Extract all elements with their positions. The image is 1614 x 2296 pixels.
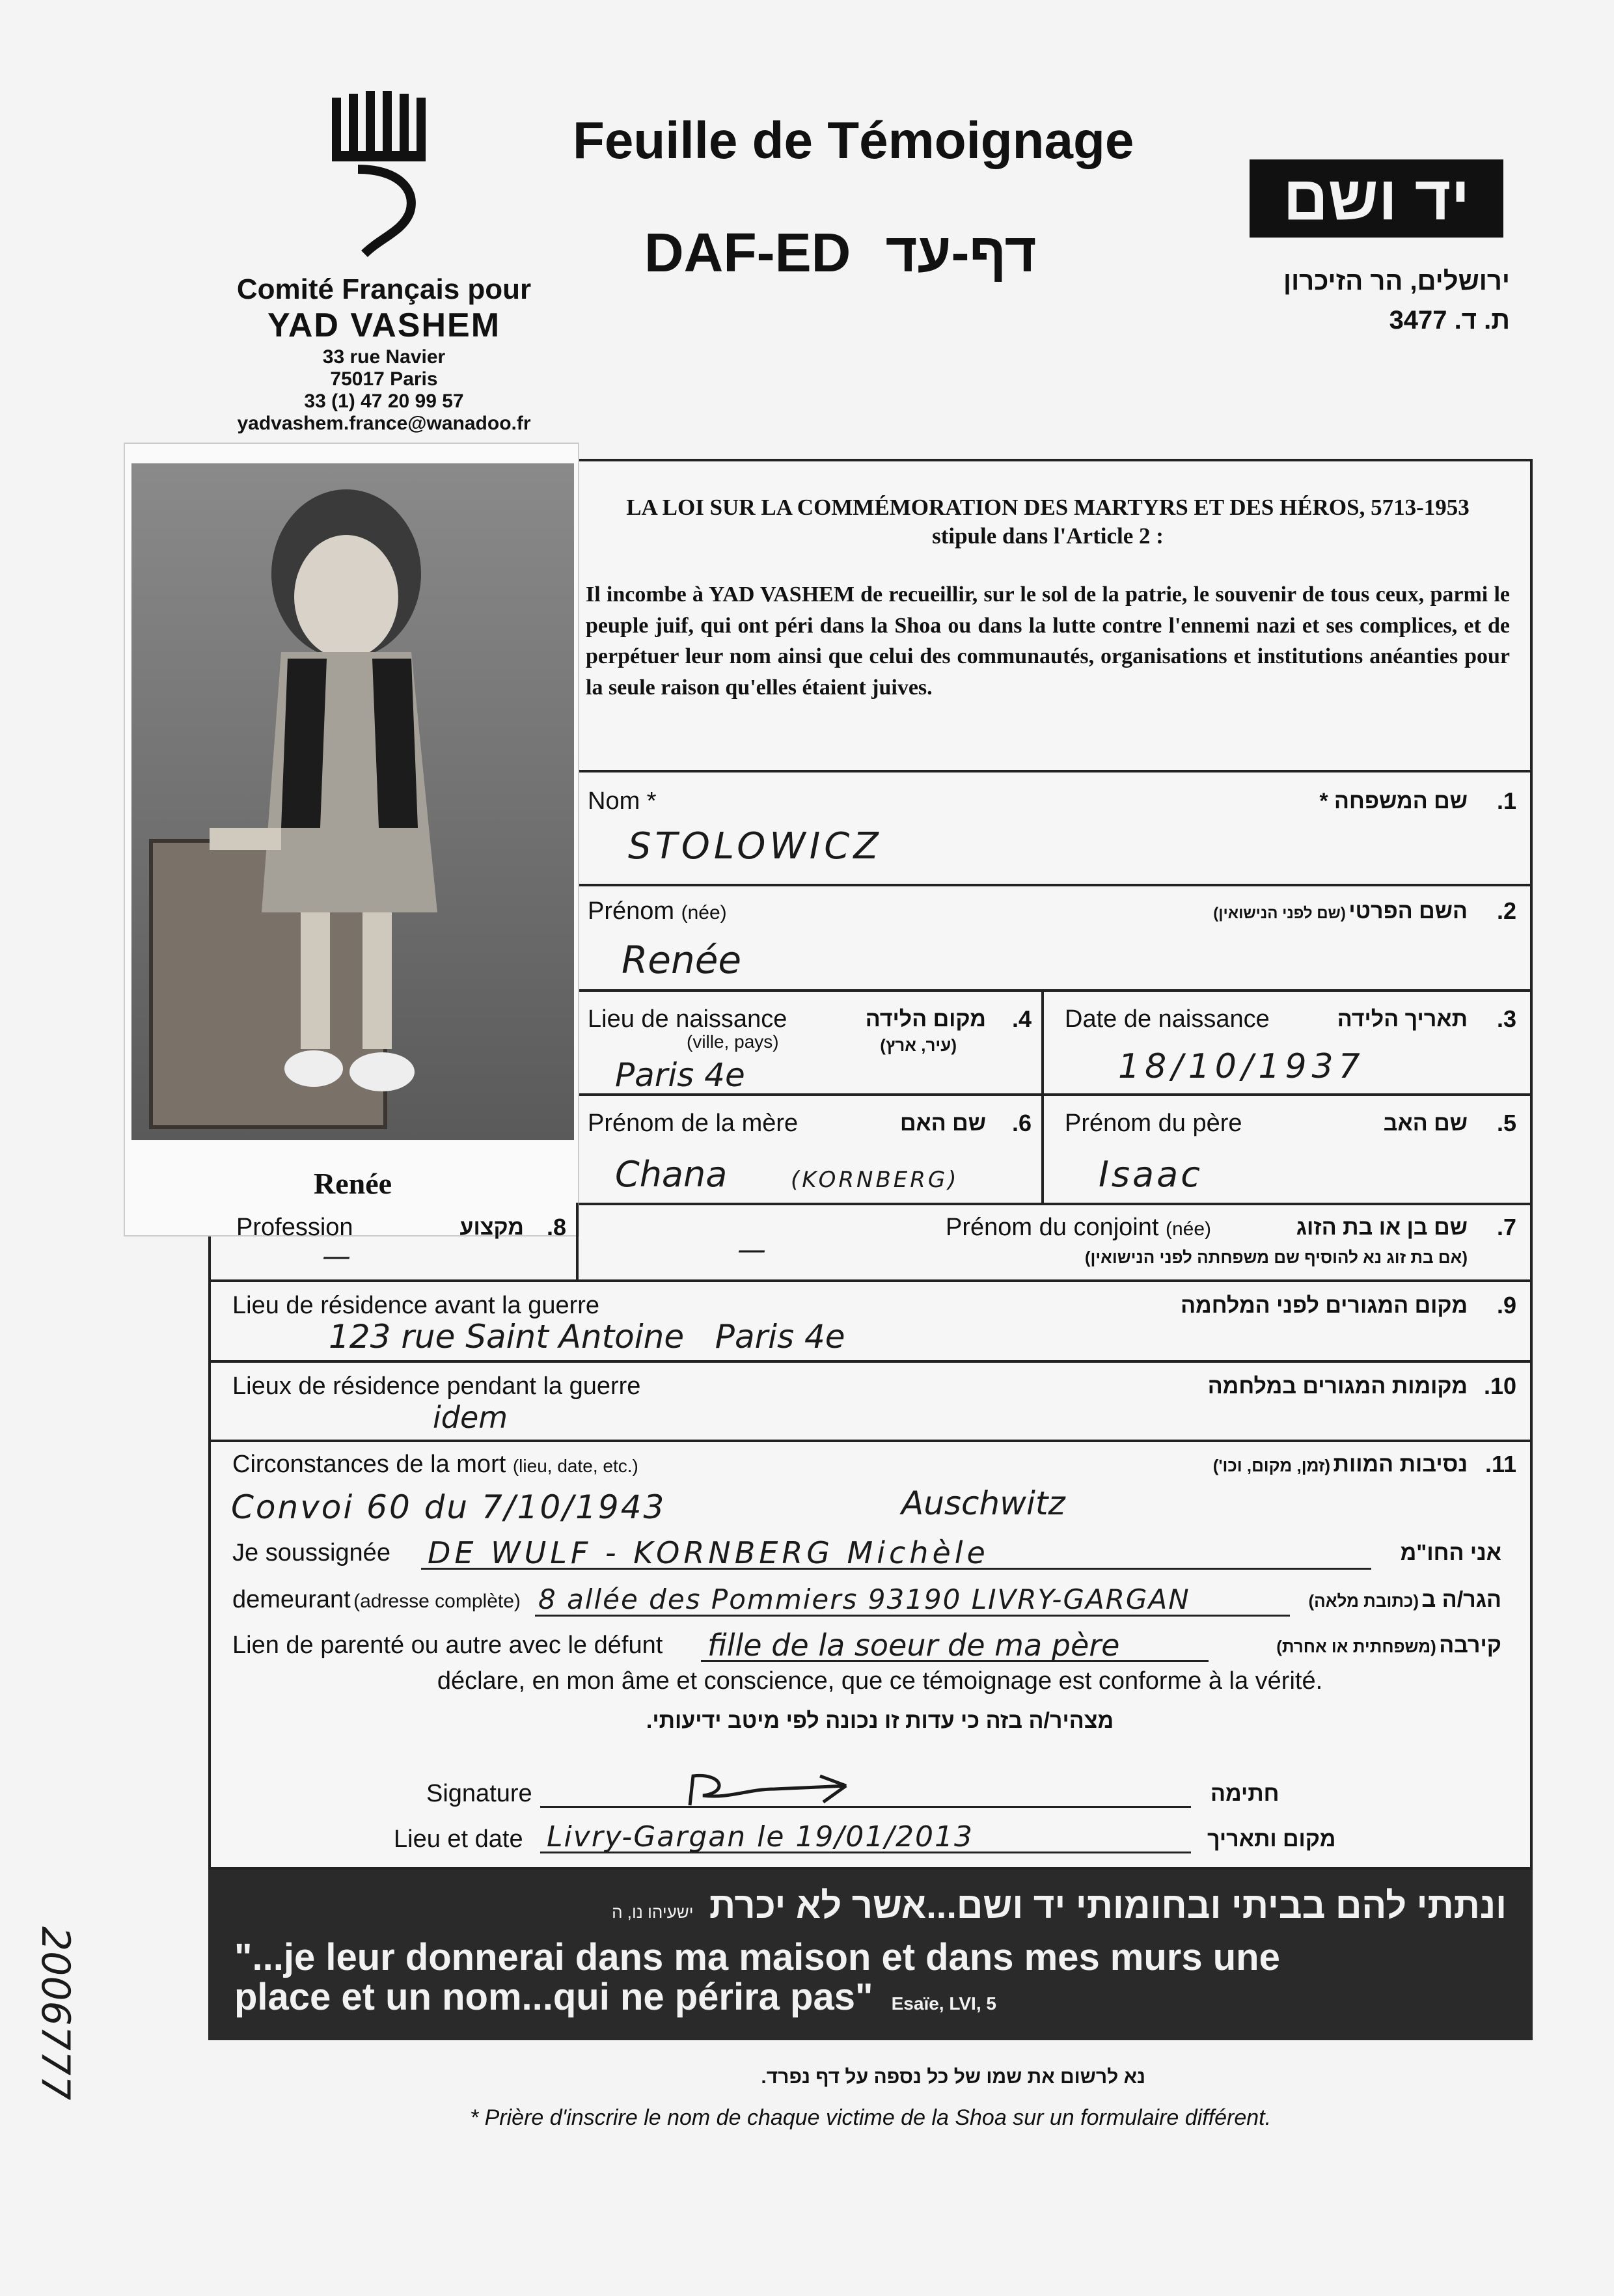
banner-hebrew-main: ונתתי להם בביתי ובחומותי יד ושם...אשר לא יכרת	[709, 1885, 1507, 1926]
soussigne-suffix: e	[376, 1539, 390, 1566]
declaration-statement-hebrew: מצהיר/ה בזה כי עדות זו נכונה לפי מיטב ידיעותי.	[646, 1708, 1114, 1733]
committee-street: 33 rue Navier	[322, 346, 446, 368]
field-6	[582, 1098, 1041, 1201]
address-value: 8 allée des Pommiers 93190 LIVRY-GARGAN	[538, 1583, 1190, 1615]
field-11-number: .11	[1484, 1451, 1516, 1477]
footer-french: * Prière d'inscrire le nom de chaque victime de la Shoa sur un formulaire différent.	[469, 2105, 1272, 2130]
field-11-hebrew-main: נסיבות המוות	[1333, 1452, 1468, 1477]
relation-hebrew-small: (משפחתית או אחרת)	[1276, 1637, 1436, 1656]
field-7-label	[946, 1214, 1211, 1242]
field-11-label-small: (lieu, date, etc.)	[512, 1456, 638, 1476]
rule	[579, 770, 1533, 772]
field-2-label	[588, 897, 727, 925]
rule	[1041, 989, 1044, 1203]
field-7-number: .7	[1496, 1214, 1516, 1240]
committee-phone: 33 (1) 47 20 99 57	[304, 390, 464, 412]
law-subtitle: stipule dans l'Article 2 :	[932, 523, 1164, 549]
address-hebrew	[1309, 1587, 1502, 1613]
field-6-value: Chana	[615, 1154, 728, 1195]
field-5	[1046, 1098, 1529, 1201]
field-11-label-main: Circonstances de la mort	[232, 1451, 506, 1478]
field-7-label-main: Prénom du conjoint	[946, 1214, 1159, 1241]
rule	[208, 1440, 1533, 1442]
margin-number: 2006777	[33, 1926, 78, 2101]
banner-french	[234, 1938, 1341, 2017]
declaration-address	[232, 1583, 1527, 1625]
field-2	[582, 888, 1529, 989]
field-11	[212, 1444, 1529, 1529]
footer-hebrew: נא לרשום את שמו של כל נספה על דף נפרד.	[761, 2066, 1145, 2088]
victim-photo	[124, 443, 579, 1237]
declaration-soussigne	[232, 1535, 1527, 1578]
field-2-label-small: (née)	[681, 902, 727, 923]
field-9-hebrew: מקום המגורים לפני המלחמה	[1181, 1293, 1468, 1318]
field-1-hebrew: שם המשפחה *	[1319, 789, 1468, 813]
field-4	[582, 994, 1041, 1094]
field-5-number: .5	[1496, 1110, 1516, 1136]
field-4-label: Lieu de naissance	[588, 1005, 787, 1033]
field-10-hebrew: מקומות המגורים במלחמה	[1207, 1374, 1468, 1399]
address-label: demeurant	[232, 1586, 351, 1613]
field-9	[212, 1284, 1529, 1359]
subtitle-latin: DAF-ED	[644, 222, 851, 283]
field-5-hebrew: שם האב	[1383, 1111, 1468, 1136]
field-2-number: .2	[1496, 897, 1516, 924]
field-4-number: .4	[1011, 1005, 1032, 1032]
relation-hebrew-main: קירבה	[1439, 1633, 1501, 1658]
field-4-hebrew-small: (עיר, ארץ)	[880, 1035, 957, 1055]
law-title: LA LOI SUR LA COMMÉMORATION DES MARTYRS ET DES HÉROS, 5713-1953	[626, 495, 1470, 520]
field-2-hebrew	[1213, 899, 1468, 924]
rule	[579, 989, 1533, 992]
field-4-label-small: (ville, pays)	[687, 1032, 779, 1052]
field-1	[582, 774, 1529, 882]
relation-hebrew	[1276, 1633, 1501, 1658]
field-9-label: Lieu de résidence avant la guerre	[232, 1292, 600, 1319]
field-7	[581, 1207, 1529, 1279]
field-8-hebrew: מקצוע	[459, 1215, 524, 1240]
place-date-value: Livry-Gargan le 19/01/2013	[547, 1820, 974, 1853]
banner-ref: Esaïe, LVI, 5	[891, 1993, 996, 2014]
committee-block	[195, 273, 573, 435]
soussigne-hebrew: אני החו"מ	[1400, 1540, 1501, 1565]
yv-po-box: ת. ד. 3477	[1389, 306, 1510, 335]
field-2-hebrew-main: השם הפרטי	[1348, 899, 1468, 923]
soussigne-label: Je soussigné	[232, 1539, 377, 1566]
place-date-row	[390, 1819, 1354, 1865]
rule	[208, 1360, 1533, 1363]
field-8-value: —	[322, 1240, 351, 1273]
declaration-statement: déclare, en mon âme et conscience, que ce témoignage est conforme à la vérité.	[437, 1667, 1323, 1695]
field-8-label: Profession	[236, 1214, 353, 1241]
field-7-value: —	[737, 1233, 766, 1266]
relation-value: fille de la soeur de ma père	[707, 1628, 1120, 1663]
committee-line1: Comité Français pour	[236, 273, 532, 305]
photo-caption: Renée	[313, 1167, 392, 1200]
field-3-number: .3	[1496, 1005, 1516, 1032]
place-date-hebrew: מקום ותאריך	[1207, 1827, 1336, 1852]
declaration-relation	[232, 1628, 1527, 1671]
committee-email: yadvashem.france@wanadoo.fr	[237, 413, 531, 434]
field-7-hebrew: שם בן או בת הזוג	[1296, 1215, 1468, 1240]
soussigne-value: DE WULF - KORNBERG Michèle	[428, 1535, 989, 1570]
field-11-value-2: Auschwitz	[901, 1484, 1065, 1522]
field-6-value-2: (KORNBERG)	[791, 1167, 959, 1193]
field-2-label-main: Prénom	[588, 897, 675, 925]
field-3-label: Date de naissance	[1065, 1005, 1270, 1033]
yv-address: ירושלים, הר הזיכרון	[1283, 267, 1510, 295]
signature-mark	[677, 1770, 872, 1815]
field-2-value: Renée	[622, 938, 742, 982]
committee-name: YAD VASHEM	[267, 307, 501, 344]
field-3-hebrew: תאריך הלידה	[1337, 1007, 1468, 1032]
rule	[576, 1203, 579, 1279]
field-4-hebrew: מקום הלידה	[865, 1007, 986, 1032]
field-11-value: Convoi 60 du 7/10/1943	[231, 1488, 666, 1526]
field-1-number: .1	[1496, 787, 1516, 814]
field-9-number: .9	[1496, 1292, 1516, 1319]
field-1-label: Nom *	[588, 787, 657, 815]
field-6-number: .6	[1011, 1110, 1032, 1136]
field-9-value: 123 rue Saint Antoine Paris 4e	[329, 1318, 845, 1356]
field-1-value: STOLOWICZ	[628, 825, 882, 868]
rule	[579, 1203, 1533, 1205]
field-2-hebrew-small: (שם לפני הנישואין)	[1213, 905, 1346, 922]
address-hebrew-main: הגר/ה ב	[1421, 1587, 1501, 1612]
law-text: Il incombe à YAD VASHEM de recueillir, sur le sol de la patrie, le souvenir de tous ceux, parmi le peuple juif, qui ont péri dans la Shoa ou dans la lutte contre l'ennemi nazi et ses complices, et de perpétuer leur nom ainsi que celui des communautés, organisations et institutions anéanties pour la seule raison qu'elles étaient juives.	[586, 582, 1510, 700]
field-5-value: Isaac	[1099, 1154, 1203, 1195]
law-section	[586, 495, 1510, 703]
address-small: (adresse complète)	[353, 1591, 521, 1612]
field-7-hebrew-small: (אם בת זוג נא להוסיף שם משפחתה לפני הנישואין)	[1084, 1248, 1468, 1267]
banner-hebrew-ref: ישעיהו נו, ה	[612, 1902, 694, 1922]
committee-city: 75017 Paris	[330, 368, 438, 390]
yv-hebrew-logo: יד ושם	[1250, 159, 1503, 238]
field-10-number: .10	[1483, 1373, 1516, 1399]
form-subtitle	[644, 221, 1165, 284]
field-4-value: Paris 4e	[615, 1056, 745, 1094]
field-10-label: Lieux de résidence pendant la guerre	[232, 1373, 641, 1400]
rule	[579, 884, 1533, 886]
field-3-value: 18/10/1937	[1118, 1047, 1365, 1086]
field-3	[1046, 994, 1529, 1091]
field-7-label-small: (née)	[1165, 1218, 1212, 1240]
field-6-hebrew: שם האם	[900, 1111, 986, 1136]
field-8-number: .8	[546, 1214, 566, 1240]
quote-banner	[208, 1870, 1533, 2040]
field-5-label: Prénom du père	[1065, 1110, 1242, 1137]
field-11-hebrew-small: (זמן, מקום, וכו')	[1212, 1456, 1331, 1475]
signature-label: Signature	[426, 1780, 532, 1807]
field-10	[212, 1365, 1529, 1438]
field-8	[212, 1207, 576, 1279]
field-11-label	[232, 1451, 638, 1479]
signature-row	[417, 1773, 1315, 1819]
banner-french-text: "...je leur donnerai dans ma maison et dans mes murs une place et un nom...qui ne périra pas"	[234, 1936, 1280, 2018]
form-title: Feuille de Témoignage	[573, 111, 1134, 169]
field-6-label: Prénom de la mère	[588, 1110, 799, 1137]
subtitle-hebrew: דף-עד	[885, 222, 1037, 283]
yv-menorah-logo	[319, 91, 443, 260]
banner-hebrew	[238, 1884, 1507, 1926]
rule	[208, 1279, 1533, 1282]
field-11-hebrew	[1213, 1452, 1468, 1477]
place-date-label: Lieu et date	[394, 1825, 523, 1853]
relation-label: Lien de parenté ou autre avec le défunt	[232, 1632, 663, 1659]
field-10-value: idem	[433, 1400, 508, 1435]
address-hebrew-small: (כתובת מלאה)	[1308, 1591, 1419, 1611]
signature-hebrew: חתימה	[1210, 1781, 1279, 1806]
